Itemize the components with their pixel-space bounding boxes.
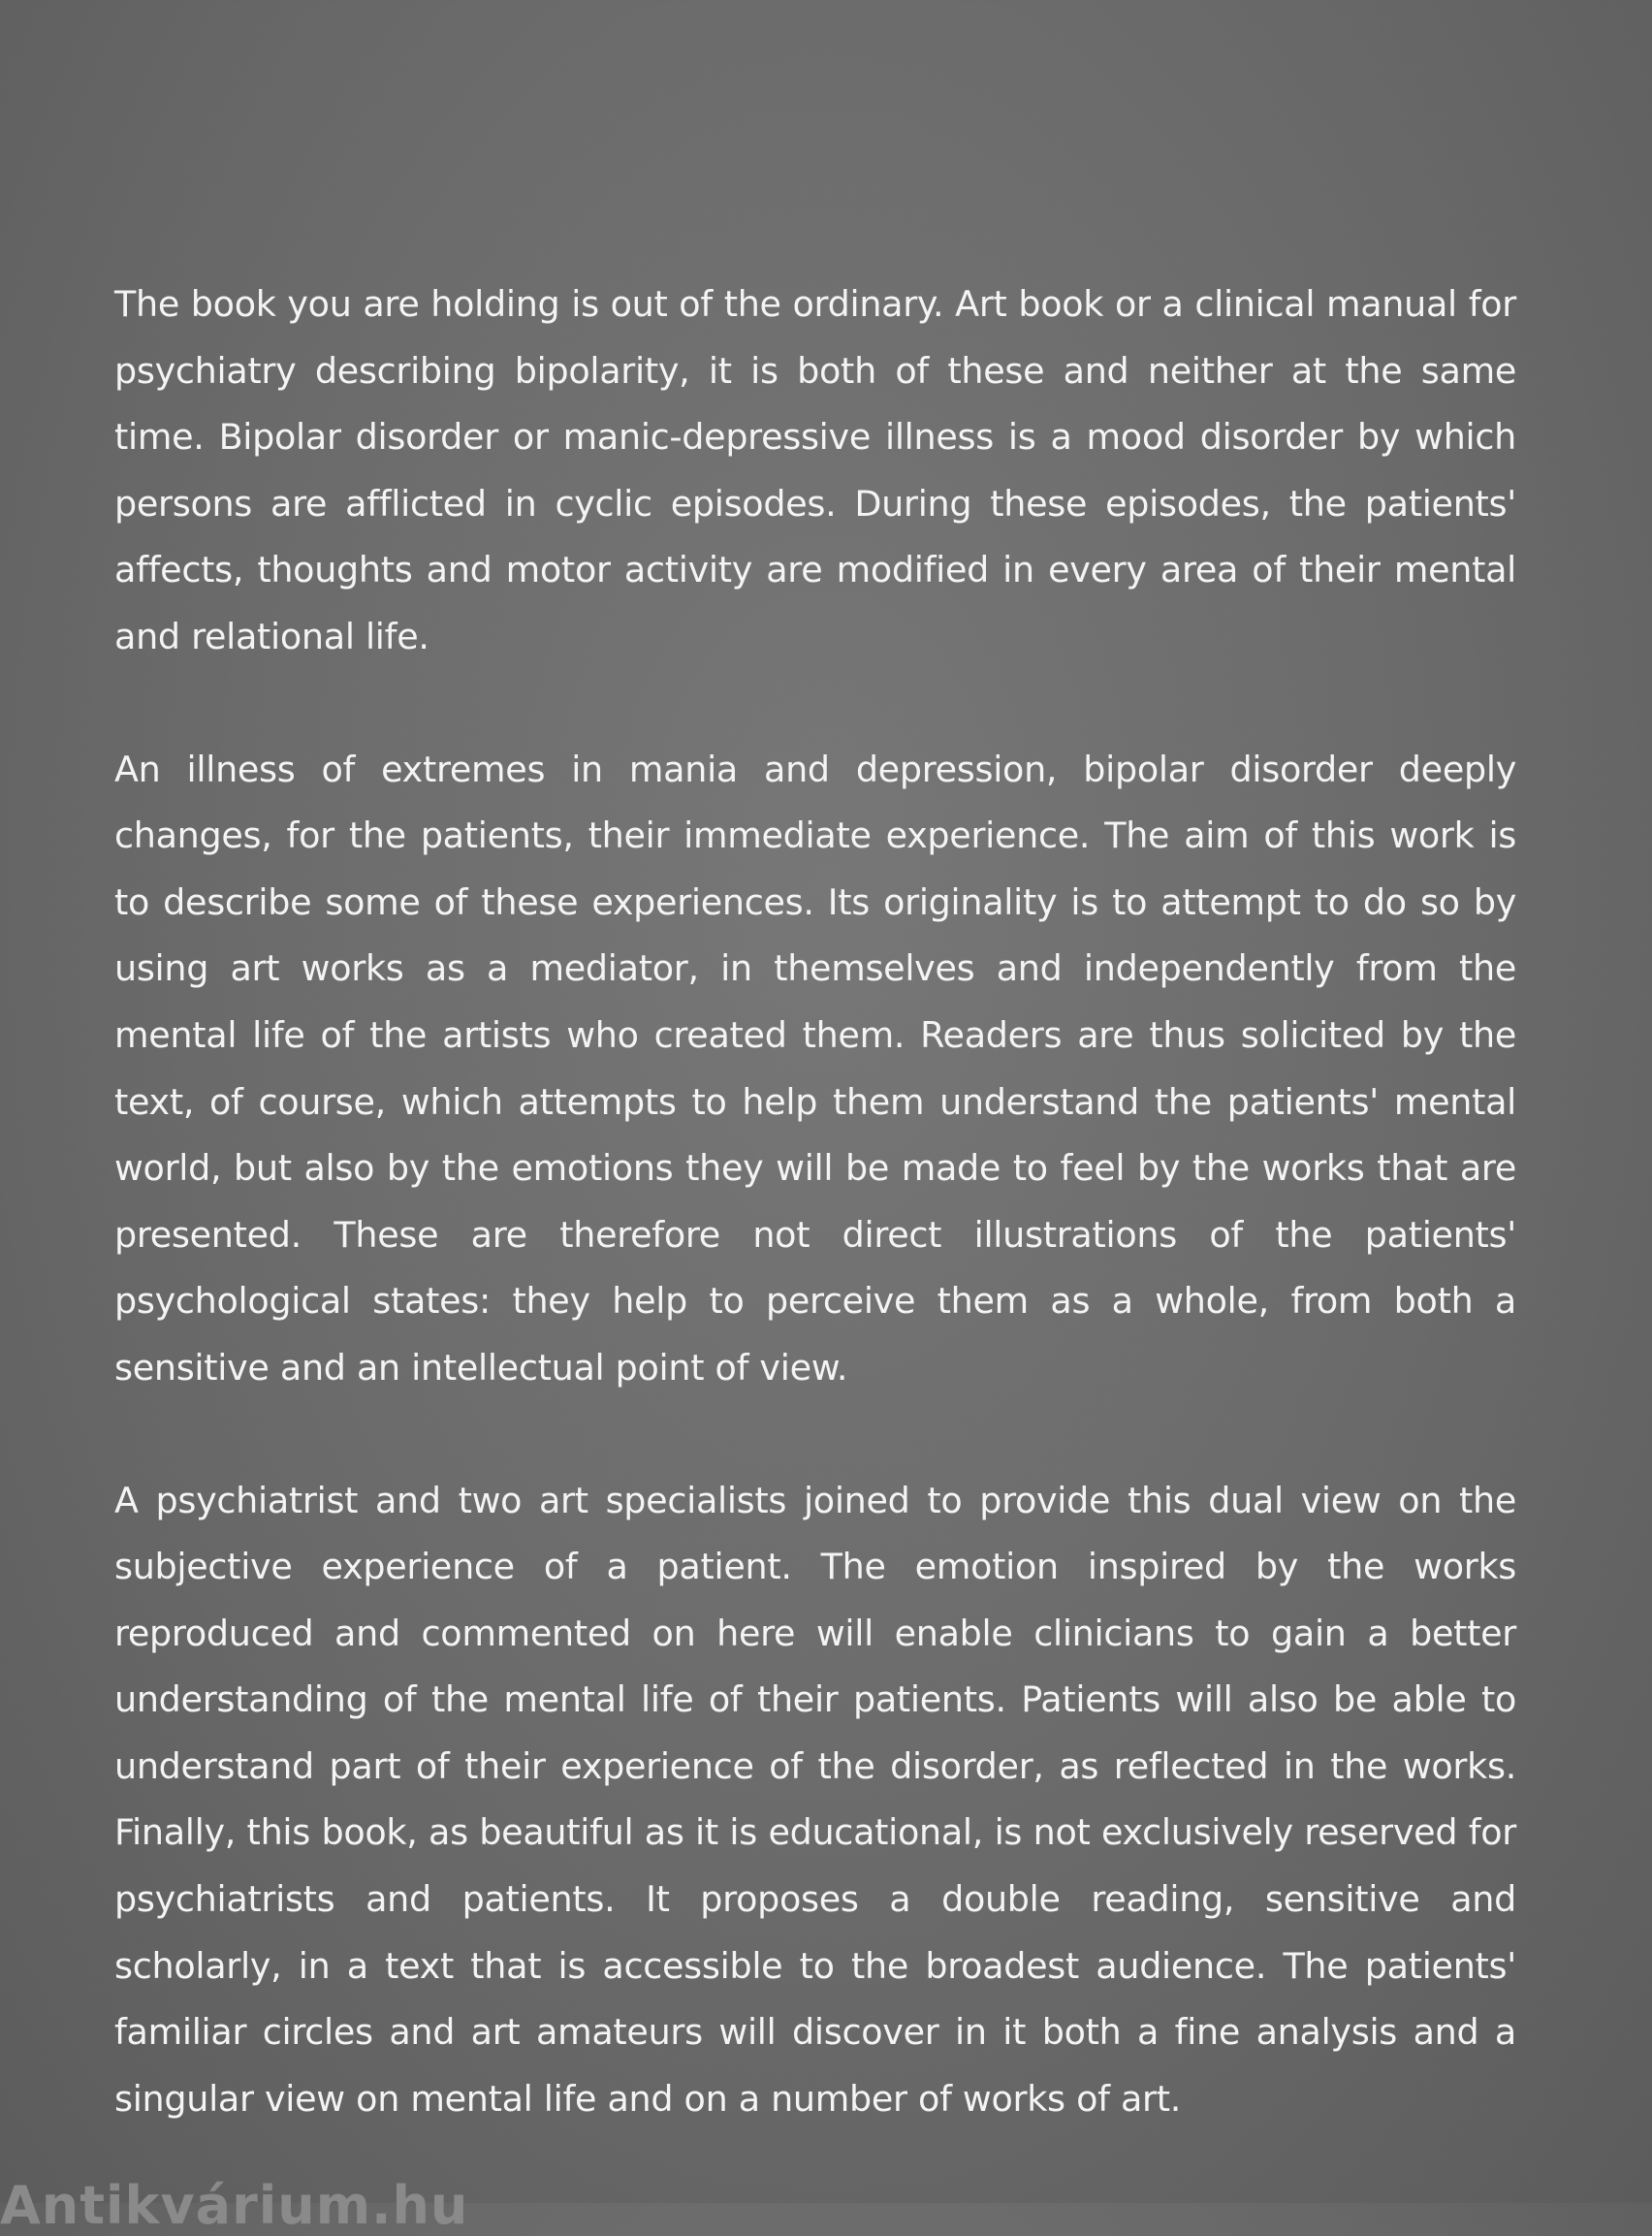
- watermark: Antikvárium.hu: [0, 2175, 469, 2236]
- paragraph-1: The book you are holding is out of the ordinary. Art book or a clinical manual for psychiatry describing bipolarity, it is both of these and neither at the same time. Bipolar disorder or manic-depressive illness is a mood disorder by which persons are afflicted in cyclic episodes. During these episodes, the patients' affects, thoughts and motor activity are modified in every area of their mental and relational life.: [114, 283, 1516, 657]
- paragraph-2: An illness of extremes in mania and depression, bipolar disorder deeply changes, for the patients, their immediate experience. The aim of this work is to describe some of these experiences. Its originality is to attempt to do so by using art works as a mediator, in themselves and independently from the mental life of the artists who created them. Readers are thus solicited by the text, of course, which attempts to help them understand the patients' mental world, but also by the emotions they will be made to feel by the works that are presented. These are therefore not direct illustrations of the patients' psychological states: they help to perceive them as a whole, from both a sensitive and an intellectual point of view.: [114, 748, 1516, 1389]
- cover-text: [114, 272, 1516, 2132]
- paragraph-3: A psychiatrist and two art specialists joined to provide this dual view on the subjective experience of a patient. The emotion inspired by the works reproduced and commented on here will enable clinicians to gain a better understanding of the mental life of their patients. Patients will also be able to understand part of their experience of the disorder, as reflected in the works. Finally, this book, as beautiful as it is educational, is not exclusively reserved for psychiatrists and patients. It proposes a double reading, sensitive and scholarly, in a text that is accessible to the broadest audience. The patients' familiar circles and art amateurs will discover in it both a fine analysis and a singular view on mental life and on a number of works of art.: [114, 1479, 1516, 2120]
